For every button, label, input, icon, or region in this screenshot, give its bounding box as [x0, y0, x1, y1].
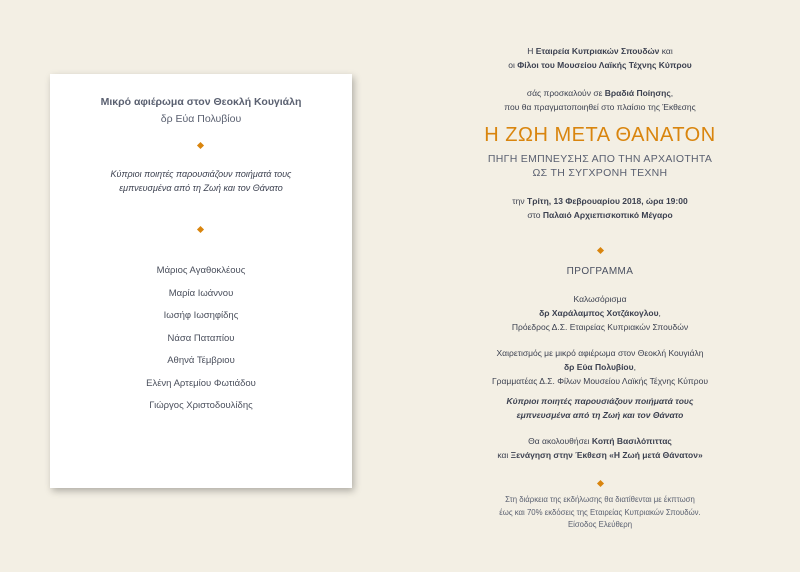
- welcome-role: Πρόεδρος Δ.Σ. Εταιρείας Κυπριακών Σπουδών: [511, 322, 689, 332]
- poet-name: Νάσα Παταπίου: [167, 332, 235, 344]
- diamond-ornament-icon: [197, 226, 204, 233]
- tour-prefix: και: [497, 450, 511, 460]
- poet-name: Ιωσήφ Ιωσηφίδης: [163, 310, 239, 321]
- poet-name: Μάριος Αγαθοκλέους: [156, 265, 246, 276]
- footer-line: Στη διάρκεια της εκδήλωσης θα διατίθενται με έκπτωση: [505, 495, 695, 504]
- host-org-2: Φίλοι του Μουσείου Λαϊκής Τέχνης Κύπρου: [517, 60, 692, 70]
- venue-prefix: στο: [527, 210, 543, 220]
- poet-name: Ελένη Αρτεμίου Φωτιάδου: [146, 377, 256, 389]
- event-name: Βραδιά Ποίησης: [604, 88, 671, 98]
- welcome-label: Καλωσόρισμα: [573, 294, 627, 304]
- card-theme-line: Κύπριοι ποιητές παρουσιάζουν ποιήματά τους: [110, 169, 292, 179]
- event-datetime: [440, 194, 760, 222]
- separator: [440, 240, 760, 258]
- card-author: δρ Εύα Πολυβίου: [160, 113, 242, 125]
- greeting-speaker-line: [440, 360, 760, 374]
- hosts: [440, 44, 760, 72]
- greeting-label: Χαιρετισμός με μικρό αφιέρωμα στον Θεοκλή Κουγιάλη: [496, 348, 704, 358]
- subtitle-line: ΠΗΓΗ ΕΜΠΝΕΥΣΗΣ ΑΠΟ ΤΗΝ ΑΡΧΑΙΟΤΗΤΑ: [487, 153, 713, 165]
- host-org-1: Εταιρεία Κυπριακών Σπουδών: [535, 46, 660, 56]
- host-line-1: [440, 44, 760, 58]
- subtitle-line: ΩΣ ΤΗ ΣΥΓΧΡΟΝΗ ΤΕΧΝΗ: [532, 167, 668, 179]
- program-greeting: [440, 346, 760, 388]
- program-heading: ΠΡΟΓΡΑΜΜΑ: [566, 266, 634, 277]
- diamond-ornament-icon: [596, 247, 603, 254]
- free-entry: Είσοδος Ελεύθερη: [567, 520, 633, 529]
- poet-list: [50, 260, 352, 418]
- invite-suffix: ,: [670, 88, 674, 98]
- card-theme: [70, 167, 332, 195]
- invite-line-2: που θα πραγματοποιηθεί στο πλαίσιο της Έκθεσης: [504, 102, 696, 112]
- host-line-2: [440, 58, 760, 72]
- greeting-speaker: δρ Εύα Πολυβίου: [564, 362, 634, 372]
- diamond-ornament-icon: [596, 480, 603, 487]
- host-prefix: Η: [527, 46, 536, 56]
- diamond-ornament-icon: [197, 142, 204, 149]
- poet-name: Αθηνά Τέμβριου: [167, 355, 235, 366]
- poet-name: Γιώργος Χριστοδουλίδης: [149, 400, 253, 411]
- invite-prefix: σάς προσκαλούν σε: [526, 88, 605, 98]
- welcome-speaker-line: [440, 306, 760, 320]
- event-date: Τρίτη, 13 Φεβρουαρίου 2018, ώρα 19:00: [527, 196, 688, 206]
- program-after: [440, 434, 760, 462]
- date-line: [440, 194, 760, 208]
- card-theme-line: εμπνευσμένα από τη Ζωή και τον Θάνατο: [119, 183, 283, 193]
- footer-note: [440, 494, 760, 532]
- separator: [440, 473, 760, 491]
- after-line: [440, 434, 760, 448]
- program-card: [50, 74, 352, 488]
- program-poets: [440, 394, 760, 422]
- program-welcome: [440, 292, 760, 334]
- welcome-speaker: δρ Χαράλαμπος Χοτζάκογλου: [539, 308, 659, 318]
- date-prefix: την: [512, 196, 527, 206]
- punctuation: ,: [633, 362, 636, 372]
- poet-name: Μαρία Ιωάννου: [168, 287, 234, 299]
- tour-line: [440, 448, 760, 462]
- venue-line: [440, 208, 760, 222]
- exhibition-subtitle: [440, 152, 760, 180]
- punctuation: ,: [658, 308, 661, 318]
- greeting-role: Γραμματέας Δ.Σ. Φίλων Μουσείου Λαϊκής Τέχνης Κύπρου: [492, 376, 708, 386]
- event-venue: Παλαιό Αρχιεπισκοπικό Μέγαρο: [542, 210, 673, 220]
- host-prefix: οι: [508, 60, 518, 70]
- host-suffix: και: [659, 46, 673, 56]
- footer-line: έως και 70% εκδόσεις της Εταιρείας Κυπριακών Σπουδών.: [499, 507, 701, 517]
- invitation: [440, 86, 760, 114]
- poets-line: εμπνευσμένα από τη Ζωή και τον Θάνατο: [516, 410, 684, 420]
- poets-line: Κύπριοι ποιητές παρουσιάζουν ποιήματά τους: [506, 396, 694, 406]
- exhibition-title: Η ΖΩΗ ΜΕΤΑ ΘΑΝΑΤΟΝ: [484, 124, 716, 146]
- after-prefix: Θα ακολουθήσει: [528, 436, 592, 446]
- cake-cutting: Κοπή Βασιλόπιττας: [591, 436, 672, 446]
- card-title: Μικρό αφιέρωμα στον Θεοκλή Κουγιάλη: [100, 96, 302, 108]
- exhibition-tour: Ξενάγηση στην Έκθεση «Η Ζωή μετά Θάνατον»: [510, 450, 703, 460]
- invite-line-1: [440, 86, 760, 100]
